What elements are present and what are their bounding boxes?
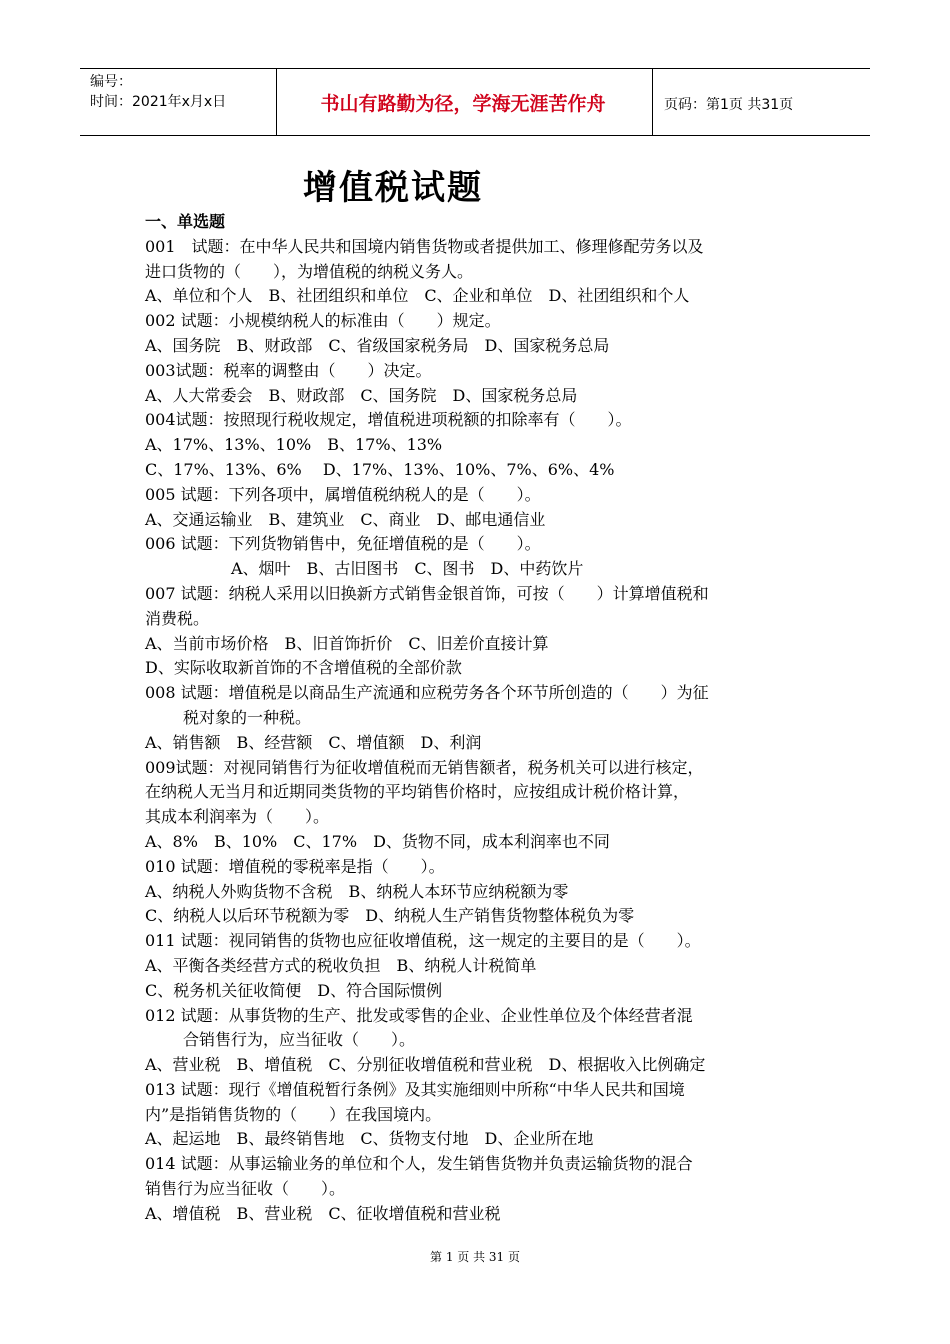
text-line: A、人大常委会 B、财政部 C、国务院 D、国家税务总局 (145, 385, 578, 405)
text-line: 003试题：税率的调整由（ ）决定。 (145, 360, 432, 380)
text-line: 消费税。 (145, 608, 210, 628)
question-list (145, 210, 825, 1227)
text-line: D、实际收取新首饰的不含增值税的全部价款 (145, 658, 462, 678)
text-line: A、起运地 B、最终销售地 C、货物支付地 D、企业所在地 (145, 1129, 594, 1149)
text-line: 004试题：按照现行税收规定，增值税进项税额的扣除率有（ ）。 (145, 410, 632, 430)
page-header (80, 68, 870, 136)
text-line: 012 试题：从事货物的生产、批发或零售的企业、企业性单位及个体经营者混 (145, 1005, 693, 1025)
text-line: A、销售额 B、经营额 C、增值额 D、利润 (145, 732, 482, 752)
document-title: 增值税试题 (303, 168, 483, 208)
text-line: 销售行为应当征收（ ）。 (145, 1179, 346, 1199)
text-line: 合销售行为，应当征收（ ）。 (183, 1030, 416, 1050)
text-line: 009试题：对视同销售行为征收增值税而无销售额者，税务机关可以进行核定， (145, 757, 704, 777)
header-motto: 书山有路勤为径，学海无涯苦作舟 (320, 93, 606, 115)
text-line: 014 试题：从事运输业务的单位和个人，发生销售货物并负责运输货物的混合 (145, 1154, 693, 1174)
text-line: 007 试题：纳税人采用以旧换新方式销售金银首饰，可按（ ）计算增值税和 (145, 583, 709, 603)
text-line: A、烟叶 B、古旧图书 C、图书 D、中药饮片 (231, 559, 584, 579)
text-line: C、纳税人以后环节税额为零 D、纳税人生产销售货物整体税负为零 (145, 906, 635, 926)
text-line: 001 试题：在中华人民共和国境内销售货物或者提供加工、修理修配劳务以及 (145, 236, 704, 256)
text-line: A、平衡各类经营方式的税收负担 B、纳税人计税简单 (145, 955, 537, 975)
text-line: 006 试题：下列货物销售中，免征增值税的是（ ）。 (145, 534, 541, 554)
text-line: 010 试题：增值税的零税率是指（ ）。 (145, 856, 445, 876)
text-line: 005 试题：下列各项中，属增值税纳税人的是（ ）。 (145, 484, 541, 504)
page-footer: 第 1 页 共 31 页 (430, 1250, 520, 1264)
text-line: A、增值税 B、营业税 C、征收增值税和营业税 (145, 1203, 501, 1223)
text-line: A、8% B、10% C、17% D、货物不同，成本利润率也不同 (145, 831, 610, 851)
text-line: A、国务院 B、财政部 C、省级国家税务局 D、国家税务总局 (145, 335, 610, 355)
text-line: 013 试题：现行《增值税暂行条例》及其实施细则中所称“中华人民共和国境 (145, 1079, 685, 1099)
section-heading: 一、单选题 (145, 212, 226, 231)
text-line: A、纳税人外购货物不含税 B、纳税人本环节应纳税额为零 (145, 881, 569, 901)
text-line: A、营业税 B、增值税 C、分别征收增值税和营业税 D、根据收入比例确定 (145, 1055, 706, 1075)
text-line: 011 试题：视同销售的货物也应征收增值税，这一规定的主要目的是（ ）。 (145, 931, 701, 951)
header-page-info: 页码：第1页 共31页 (664, 97, 794, 113)
text-line: A、当前市场价格 B、旧首饰折价 C、旧差价直接计算 (145, 633, 549, 653)
text-line: 在纳税人无当月和近期同类货物的平均销售价格时，应按组成计税价格计算， (145, 782, 690, 802)
text-line: A、单位和个人 B、社团组织和单位 C、企业和单位 D、社团组织和个人 (145, 286, 690, 306)
text-line: 002 试题：小规模纳税人的标准由（ ）规定。 (145, 311, 501, 331)
code-label: 编号： (90, 74, 132, 90)
text-line: 其成本利润率为（ ）。 (145, 807, 330, 827)
text-line: A、17%、13%、10% B、17%、13% (145, 435, 443, 455)
text-line: 进口货物的（ ），为增值税的纳税义务人。 (145, 261, 474, 281)
text-line: C、17%、13%、6% D、17%、13%、10%、7%、6%、4% (145, 459, 615, 479)
text-line: 008 试题：增值税是以商品生产流通和应税劳务各个环节所创造的（ ）为征 (145, 683, 709, 703)
header-meta (90, 72, 226, 112)
text-line: 税对象的一种税。 (183, 707, 312, 727)
date-label: 时间：2021年x月x日 (90, 94, 227, 110)
text-line: C、税务机关征收简便 D、符合国际惯例 (145, 980, 443, 1000)
header-divider (652, 69, 653, 135)
text-line: A、交通运输业 B、建筑业 C、商业 D、邮电通信业 (145, 509, 546, 529)
text-line: 内”是指销售货物的（ ）在我国境内。 (145, 1104, 442, 1124)
